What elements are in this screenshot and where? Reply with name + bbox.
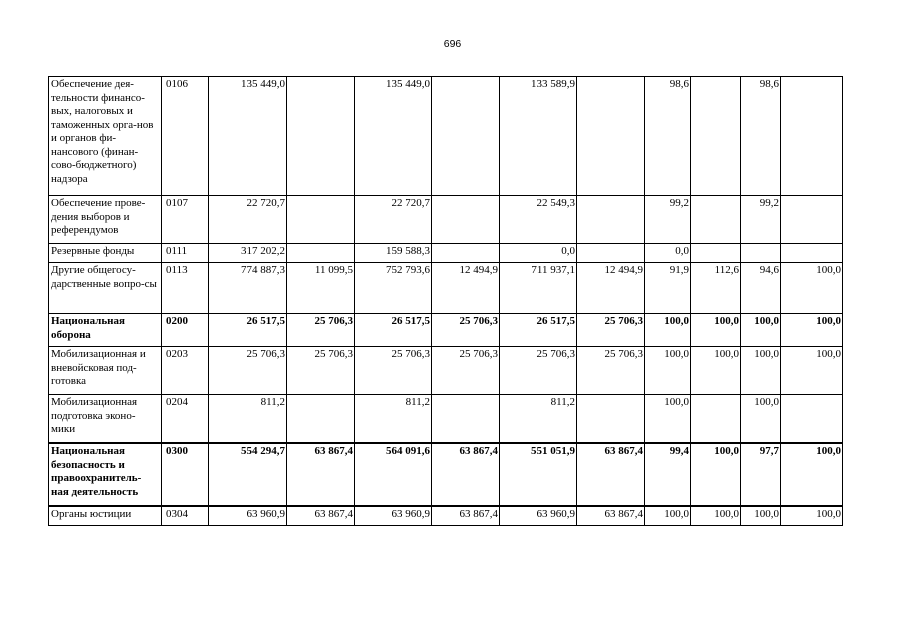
row-code: 0203 (162, 347, 209, 395)
table-row (49, 77, 843, 196)
cell-value (577, 77, 645, 196)
cell-value: 317 202,2 (209, 244, 287, 263)
cell-value: 94,6 (741, 263, 781, 314)
cell-value (741, 244, 781, 263)
row-name: Органы юстиции (49, 506, 162, 526)
row-name: Резервные фонды (49, 244, 162, 263)
cell-value (577, 395, 645, 444)
row-name: Другие общегосу-дарственные вопро-сы (49, 263, 162, 314)
cell-value: 25 706,3 (500, 347, 577, 395)
cell-value: 100,0 (741, 506, 781, 526)
cell-value (287, 395, 355, 444)
table-row (49, 347, 843, 395)
cell-value: 25 706,3 (287, 314, 355, 347)
cell-value: 811,2 (209, 395, 287, 444)
cell-value: 551 051,9 (500, 443, 577, 506)
cell-value: 26 517,5 (355, 314, 432, 347)
cell-value: 63 867,4 (577, 506, 645, 526)
row-code: 0304 (162, 506, 209, 526)
cell-value: 100,0 (645, 314, 691, 347)
page-number: 696 (443, 38, 462, 50)
cell-value: 112,6 (691, 263, 741, 314)
cell-value: 25 706,3 (577, 347, 645, 395)
row-name: Обеспечение прове-дения выборов и референдумов (49, 196, 162, 244)
cell-value (287, 77, 355, 196)
cell-value: 25 706,3 (355, 347, 432, 395)
cell-value: 99,2 (645, 196, 691, 244)
table-row (49, 196, 843, 244)
cell-value: 100,0 (645, 395, 691, 444)
cell-value (432, 196, 500, 244)
row-name: Мобилизационная и вневойсковая под-готовка (49, 347, 162, 395)
cell-value (691, 77, 741, 196)
cell-value: 63 867,4 (287, 506, 355, 526)
cell-value: 22 720,7 (209, 196, 287, 244)
section-name: Национальная безопасность и правоохранитель-ная деятельность (49, 443, 162, 506)
cell-value: 100,0 (741, 314, 781, 347)
cell-value: 25 706,3 (432, 347, 500, 395)
cell-value: 91,9 (645, 263, 691, 314)
cell-value: 63 867,4 (287, 443, 355, 506)
cell-value: 811,2 (355, 395, 432, 444)
cell-value (432, 244, 500, 263)
cell-value: 63 960,9 (500, 506, 577, 526)
cell-value: 26 517,5 (500, 314, 577, 347)
cell-value: 99,2 (741, 196, 781, 244)
row-name: Обеспечение дея-тельности финансо-вых, налоговых и таможенных орга-нов и органов фи-нансового (финан-сово-бюджетного) надзора (49, 77, 162, 196)
cell-value: 12 494,9 (577, 263, 645, 314)
cell-value (577, 196, 645, 244)
cell-value: 100,0 (691, 347, 741, 395)
cell-value: 711 937,1 (500, 263, 577, 314)
cell-value: 98,6 (741, 77, 781, 196)
cell-value: 26 517,5 (209, 314, 287, 347)
cell-value: 63 867,4 (432, 443, 500, 506)
cell-value (781, 395, 843, 444)
cell-value: 752 793,6 (355, 263, 432, 314)
cell-value: 774 887,3 (209, 263, 287, 314)
section-code: 0200 (162, 314, 209, 347)
table-row-section (49, 443, 843, 506)
cell-value: 135 449,0 (209, 77, 287, 196)
cell-value (691, 196, 741, 244)
cell-value (287, 244, 355, 263)
cell-value (691, 395, 741, 444)
cell-value: 564 091,6 (355, 443, 432, 506)
table-row (49, 263, 843, 314)
cell-value: 0,0 (645, 244, 691, 263)
table-row (49, 244, 843, 263)
cell-value: 554 294,7 (209, 443, 287, 506)
cell-value: 135 449,0 (355, 77, 432, 196)
cell-value: 100,0 (645, 506, 691, 526)
table-row-section (49, 314, 843, 347)
cell-value (287, 196, 355, 244)
cell-value: 22 549,3 (500, 196, 577, 244)
cell-value: 100,0 (691, 506, 741, 526)
cell-value: 25 706,3 (287, 347, 355, 395)
row-code: 0107 (162, 196, 209, 244)
cell-value: 100,0 (691, 314, 741, 347)
cell-value: 25 706,3 (209, 347, 287, 395)
row-code: 0113 (162, 263, 209, 314)
cell-value: 100,0 (691, 443, 741, 506)
cell-value (781, 196, 843, 244)
cell-value: 133 589,9 (500, 77, 577, 196)
row-code: 0204 (162, 395, 209, 444)
cell-value: 100,0 (781, 263, 843, 314)
cell-value: 100,0 (645, 347, 691, 395)
cell-value: 100,0 (781, 443, 843, 506)
cell-value: 98,6 (645, 77, 691, 196)
cell-value: 63 960,9 (355, 506, 432, 526)
cell-value (432, 77, 500, 196)
cell-value: 97,7 (741, 443, 781, 506)
cell-value: 811,2 (500, 395, 577, 444)
cell-value (577, 244, 645, 263)
cell-value: 100,0 (781, 506, 843, 526)
cell-value: 25 706,3 (432, 314, 500, 347)
cell-value (432, 395, 500, 444)
budget-execution-table (48, 76, 843, 526)
cell-value: 11 099,5 (287, 263, 355, 314)
cell-value: 100,0 (781, 314, 843, 347)
cell-value: 100,0 (781, 347, 843, 395)
cell-value: 63 867,4 (432, 506, 500, 526)
cell-value: 22 720,7 (355, 196, 432, 244)
cell-value (781, 244, 843, 263)
cell-value: 99,4 (645, 443, 691, 506)
cell-value: 25 706,3 (577, 314, 645, 347)
row-code: 0106 (162, 77, 209, 196)
cell-value: 159 588,3 (355, 244, 432, 263)
cell-value: 100,0 (741, 347, 781, 395)
section-name: Национальная оборона (49, 314, 162, 347)
cell-value: 63 867,4 (577, 443, 645, 506)
row-code: 0111 (162, 244, 209, 263)
cell-value: 100,0 (741, 395, 781, 444)
table-row (49, 506, 843, 526)
cell-value: 63 960,9 (209, 506, 287, 526)
cell-value (691, 244, 741, 263)
row-name: Мобилизационная подготовка эконо-мики (49, 395, 162, 444)
cell-value: 0,0 (500, 244, 577, 263)
table-row (49, 395, 843, 444)
section-code: 0300 (162, 443, 209, 506)
cell-value: 12 494,9 (432, 263, 500, 314)
cell-value (781, 77, 843, 196)
